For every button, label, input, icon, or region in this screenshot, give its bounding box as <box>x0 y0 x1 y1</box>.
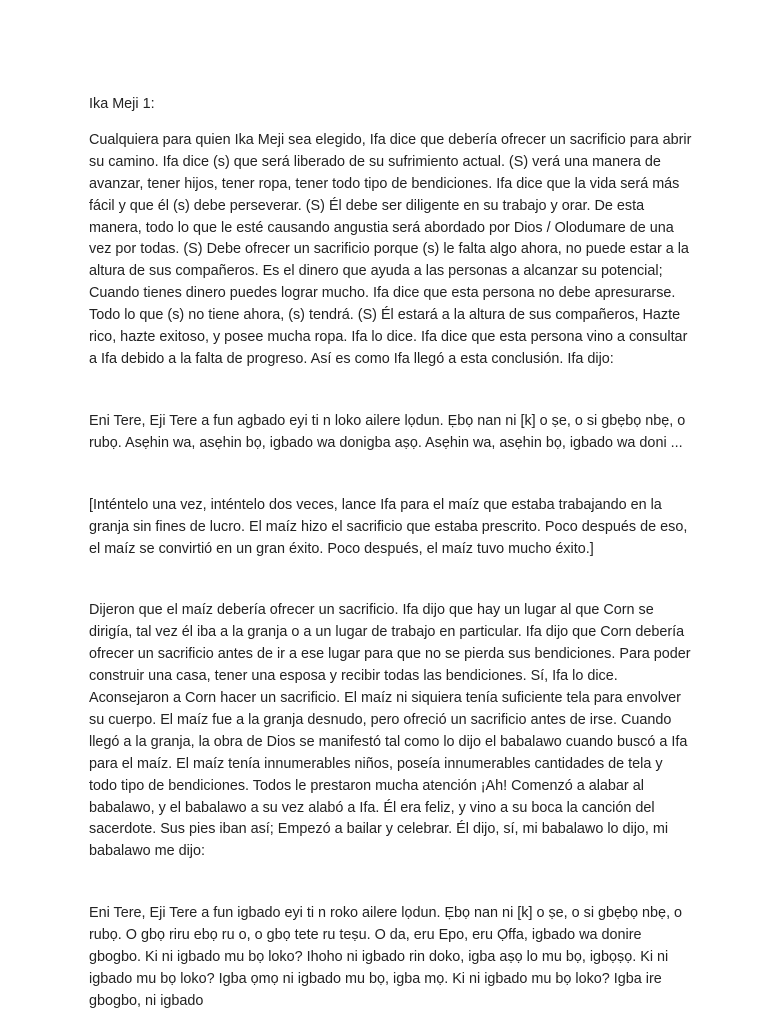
section-heading: Ika Meji 1: <box>89 96 155 112</box>
paragraph-intro: Cualquiera para quien Ika Meji sea elegido, Ifa dice que debería ofrecer un sacrificio para abrir su camino. Ifa dice (s) que será liberado de su sufrimiento actual. (S) verá una manera de avanzar, tener hijos, tener ropa, tener todo tipo de bendiciones. Ifa dice que la vida será más fácil y que él (s) debe perseverar. (S) Él debe ser diligente en su trabajo y orar. De esta manera, todo lo que le esté causando angustia será abordado por Dios / Olodumare de una vez por todas. (S) Debe ofrecer un sacrificio porque (s) le falta algo ahora, no puede estar a la altura de sus compañeros. Es el dinero que ayuda a las personas a alcanzar su potencial; Cuando tienes dinero puedes lograr mucho. Ifa dice que esta persona no debe apresurarse. Todo lo que (s) no tiene ahora, (s) tendrá. (S) Él estará a la altura de sus compañeros, Hazte rico, hazte exitoso, y posee mucha ropa. Ifa lo dice. Ifa dice que esta persona vino a consultar a Ifa debido a la falta de progreso. Así es como Ifa llegó a esta conclusión. Ifa dijo: <box>89 131 692 367</box>
paragraph-yoruba-verse-1: Eni Tere, Eji Tere a fun agbado eyi ti n loko ailere lọdun. Ẹbọ nan ni [k] o ṣe, o si gbẹbọ nbẹ, o rubọ. Asẹhin wa, asẹhin bọ, igbado wa donigba aṣọ. Asẹhin wa, asẹhin bọ, igbado wa doni ... <box>89 412 686 451</box>
paragraph-yoruba-verse-2: Eni Tere, Eji Tere a fun igbado eyi ti n roko ailere lọdun. Ẹbọ nan ni [k] o ṣe, o si gbẹbọ nbẹ, o rubọ. O gbọ riru ebọ ru o, o gbọ tete ru teṣu. O da, eru Epo, eru Ọffa, igbado wa donire gbogbo. Ki ni igbado mu bọ loko? Ihoho ni igbado rin doko, igba aṣọ lo mu bọ, igbọṣọ. Ki ni igbado mu bọ loko? Igba ọmọ ni igbado mu bọ, igba mọ. Ki ni igbado mu bọ loko? Igba ire gbogbo, ni igbado <box>89 905 683 1009</box>
paragraph-verse-translation: [Inténtelo una vez, inténtelo dos veces, lance Ifa para el maíz que estaba trabajando en la granja sin fines de lucro. El maíz hizo el sacrificio que estaba prescrito. Poco después de eso, el maíz se convirtió en un gran éxito. Poco después, el maíz tuvo mucho éxito.] <box>89 496 688 557</box>
paragraph-story: Dijeron que el maíz debería ofrecer un sacrificio. Ifa dijo que hay un lugar al que Corn se dirigía, tal vez él iba a la granja o a un lugar de trabajo en particular. Ifa dijo que Corn debería ofrecer un sacrificio antes de ir a ese lugar para que no se pierda sus bendiciones. Para poder construir una casa, tener una esposa y recibir todas las bendiciones. Sí, Ifa lo dice. Aconsejaron a Corn hacer un sacrificio. El maíz ni siquiera tenía suficiente tela para envolver su cuerpo. El maíz fue a la granja desnudo, pero ofreció un sacrificio antes de irse. Cuando llegó a la granja, la obra de Dios se manifestó tal como lo dijo el babalawo cuando buscó a Ifa para el maíz. El maíz tenía innumerables niños, poseía innumerables cantidades de tela y todo tipo de bendiciones. Todos le prestaron mucha atención ¡Ah! Comenzó a alabar al babalawo, y el babalawo a su vez alabó a Ifa. Él era feliz, y vino a su boca la canción del sacerdote. Sus pies iban así; Empezó a bailar y celebrar. Él dijo, sí, mi babalawo lo dijo, mi babalawo me dijo: <box>89 602 691 860</box>
